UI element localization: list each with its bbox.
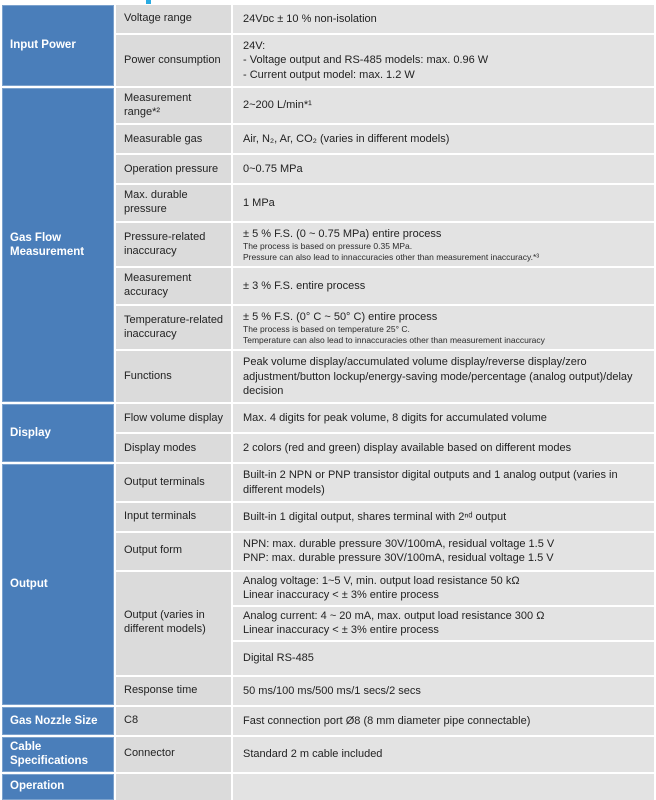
value-line: NPN: max. durable pressure 30V/100mA, residual voltage 1.5 V	[243, 537, 555, 550]
value-line: Linear inaccuracy < ± 3% entire process	[243, 624, 439, 637]
value-line: ± 3 % F.S. entire process	[243, 280, 366, 293]
section-header: Gas Nozzle Size	[2, 707, 114, 735]
row-value	[233, 404, 654, 432]
row-value	[233, 677, 654, 705]
spec-row	[116, 533, 654, 570]
value-line: - Voltage output and RS-485 models: max. 0.96 W	[243, 54, 489, 67]
row-value	[233, 533, 654, 570]
spec-row	[116, 464, 654, 501]
spec-section	[2, 737, 654, 772]
spec-section	[2, 5, 654, 86]
spec-section	[2, 88, 654, 402]
spec-row	[116, 351, 654, 402]
spec-row	[116, 88, 654, 124]
row-value	[233, 306, 654, 350]
row-value	[233, 464, 654, 501]
section-rows	[116, 88, 654, 402]
value-line: ± 5 % F.S. (0 ~ 0.75 MPa) entire process	[243, 227, 442, 240]
value-line: Linear inaccuracy < ± 3% entire process	[243, 589, 439, 602]
row-label: Flow volume display	[116, 404, 231, 432]
row-value	[233, 268, 654, 304]
spec-row	[116, 774, 654, 800]
value-line: Peak volume display/accumulated volume display/reverse display/zero adjustment/button lockup/energy-saving mode/percentage (analog output)/delay decision	[243, 356, 633, 398]
value-line: The process is based on temperature 25° C.	[243, 324, 410, 335]
value-line: 2~200 L/min*¹	[243, 99, 312, 112]
row-value	[233, 223, 654, 267]
value-line: Max. 4 digits for peak volume, 8 digits for accumulated volume	[243, 412, 547, 425]
row-label: Output (varies in different models)	[116, 572, 231, 675]
spec-section	[2, 774, 654, 800]
section-header: Input Power	[2, 5, 114, 86]
row-value	[233, 503, 654, 531]
row-value	[233, 125, 654, 153]
spec-row	[116, 707, 654, 735]
row-label: Measurement accuracy	[116, 268, 231, 304]
row-label: Connector	[116, 737, 231, 772]
spec-row	[116, 35, 654, 86]
value-line: Standard 2 m cable included	[243, 747, 383, 760]
row-label	[116, 774, 231, 800]
value-line: Built-in 1 digital output, shares terminal with 2ⁿᵈ output	[243, 510, 507, 523]
row-value	[233, 774, 654, 800]
value-line: ± 5 % F.S. (0° C ~ 50° C) entire process	[243, 310, 438, 323]
spec-section	[2, 707, 654, 735]
section-header: Gas Flow Measurement	[2, 88, 114, 402]
value-line: Pressure can also lead to innaccuracies other than measurement inaccuracy.*³	[243, 251, 540, 262]
row-label: Response time	[116, 677, 231, 705]
row-label: Functions	[116, 351, 231, 402]
spec-row	[116, 5, 654, 33]
spec-row	[116, 306, 654, 350]
section-header: Output	[2, 464, 114, 704]
row-label: Output form	[116, 533, 231, 570]
section-header: Operation	[2, 774, 114, 800]
value-line: Temperature can also lead to innaccuracies other than measurement inaccuracy	[243, 334, 545, 345]
value-subcell	[233, 607, 654, 640]
spec-row	[116, 268, 654, 304]
row-value	[233, 5, 654, 33]
row-value	[233, 35, 654, 86]
row-value	[233, 351, 654, 402]
row-value	[233, 572, 654, 675]
value-subcell	[233, 572, 654, 605]
row-label: Max. durable pressure	[116, 185, 231, 221]
row-value	[233, 185, 654, 221]
row-label: Output terminals	[116, 464, 231, 501]
value-line: Analog voltage: 1~5 V, min. output load resistance 50 kΩ	[243, 574, 520, 587]
spec-row	[116, 155, 654, 183]
spec-row	[116, 223, 654, 267]
spec-row	[116, 185, 654, 221]
value-line: 0~0.75 MPa	[243, 163, 303, 176]
section-rows	[116, 737, 654, 772]
value-line: 24V:	[243, 40, 266, 52]
value-line: The process is based on pressure 0.35 MPa.	[243, 241, 413, 252]
value-line: 2 colors (red and green) display available based on different modes	[243, 442, 572, 455]
value-line: - Current output model: max. 1.2 W	[243, 68, 415, 81]
spec-row	[116, 125, 654, 153]
section-rows	[116, 707, 654, 735]
spec-row	[116, 677, 654, 705]
row-value	[233, 707, 654, 735]
row-value	[233, 155, 654, 183]
section-rows	[116, 774, 654, 800]
row-label: C8	[116, 707, 231, 735]
section-rows	[116, 464, 654, 704]
row-label: Measurement range*²	[116, 88, 231, 124]
row-label: Temperature-related inaccuracy	[116, 306, 231, 350]
row-label: Pressure-related inaccuracy	[116, 223, 231, 267]
value-line: Analog current: 4 ~ 20 mA, max. output load resistance 300 Ω	[243, 609, 545, 622]
row-value	[233, 88, 654, 124]
value-line: 24Vᴅᴄ ± 10 % non-isolation	[243, 12, 377, 25]
value-line: PNP: max. durable pressure 30V/100mA, residual voltage 1.5 V	[243, 552, 554, 565]
value-line: Air, N₂, Ar, CO₂ (varies in different models)	[243, 133, 450, 146]
value-line: Built-in 2 NPN or PNP transistor digital outputs and 1 analog output (varies in different models)	[243, 469, 618, 496]
spec-row	[116, 737, 654, 772]
spec-row	[116, 572, 654, 675]
row-label: Measurable gas	[116, 125, 231, 153]
spec-row	[116, 434, 654, 462]
row-label: Display modes	[116, 434, 231, 462]
value-subcell	[233, 642, 654, 675]
value-line: Digital RS-485	[243, 652, 314, 665]
value-line: 1 MPa	[243, 196, 275, 209]
row-label: Operation pressure	[116, 155, 231, 183]
value-line: Fast connection port Ø8 (8 mm diameter pipe connectable)	[243, 714, 531, 727]
spec-table	[2, 5, 654, 800]
spec-row	[116, 404, 654, 432]
row-value	[233, 434, 654, 462]
spec-section	[2, 404, 654, 462]
row-label: Voltage range	[116, 5, 231, 33]
section-header: Cable Specifications	[2, 737, 114, 772]
section-rows	[116, 404, 654, 462]
spec-row	[116, 503, 654, 531]
spec-section	[2, 464, 654, 704]
section-rows	[116, 5, 654, 86]
row-label: Power consumption	[116, 35, 231, 86]
section-header: Display	[2, 404, 114, 462]
page-title-fragment	[146, 0, 151, 4]
value-line: 50 ms/100 ms/500 ms/1 secs/2 secs	[243, 684, 421, 697]
row-value	[233, 737, 654, 772]
row-label: Input terminals	[116, 503, 231, 531]
